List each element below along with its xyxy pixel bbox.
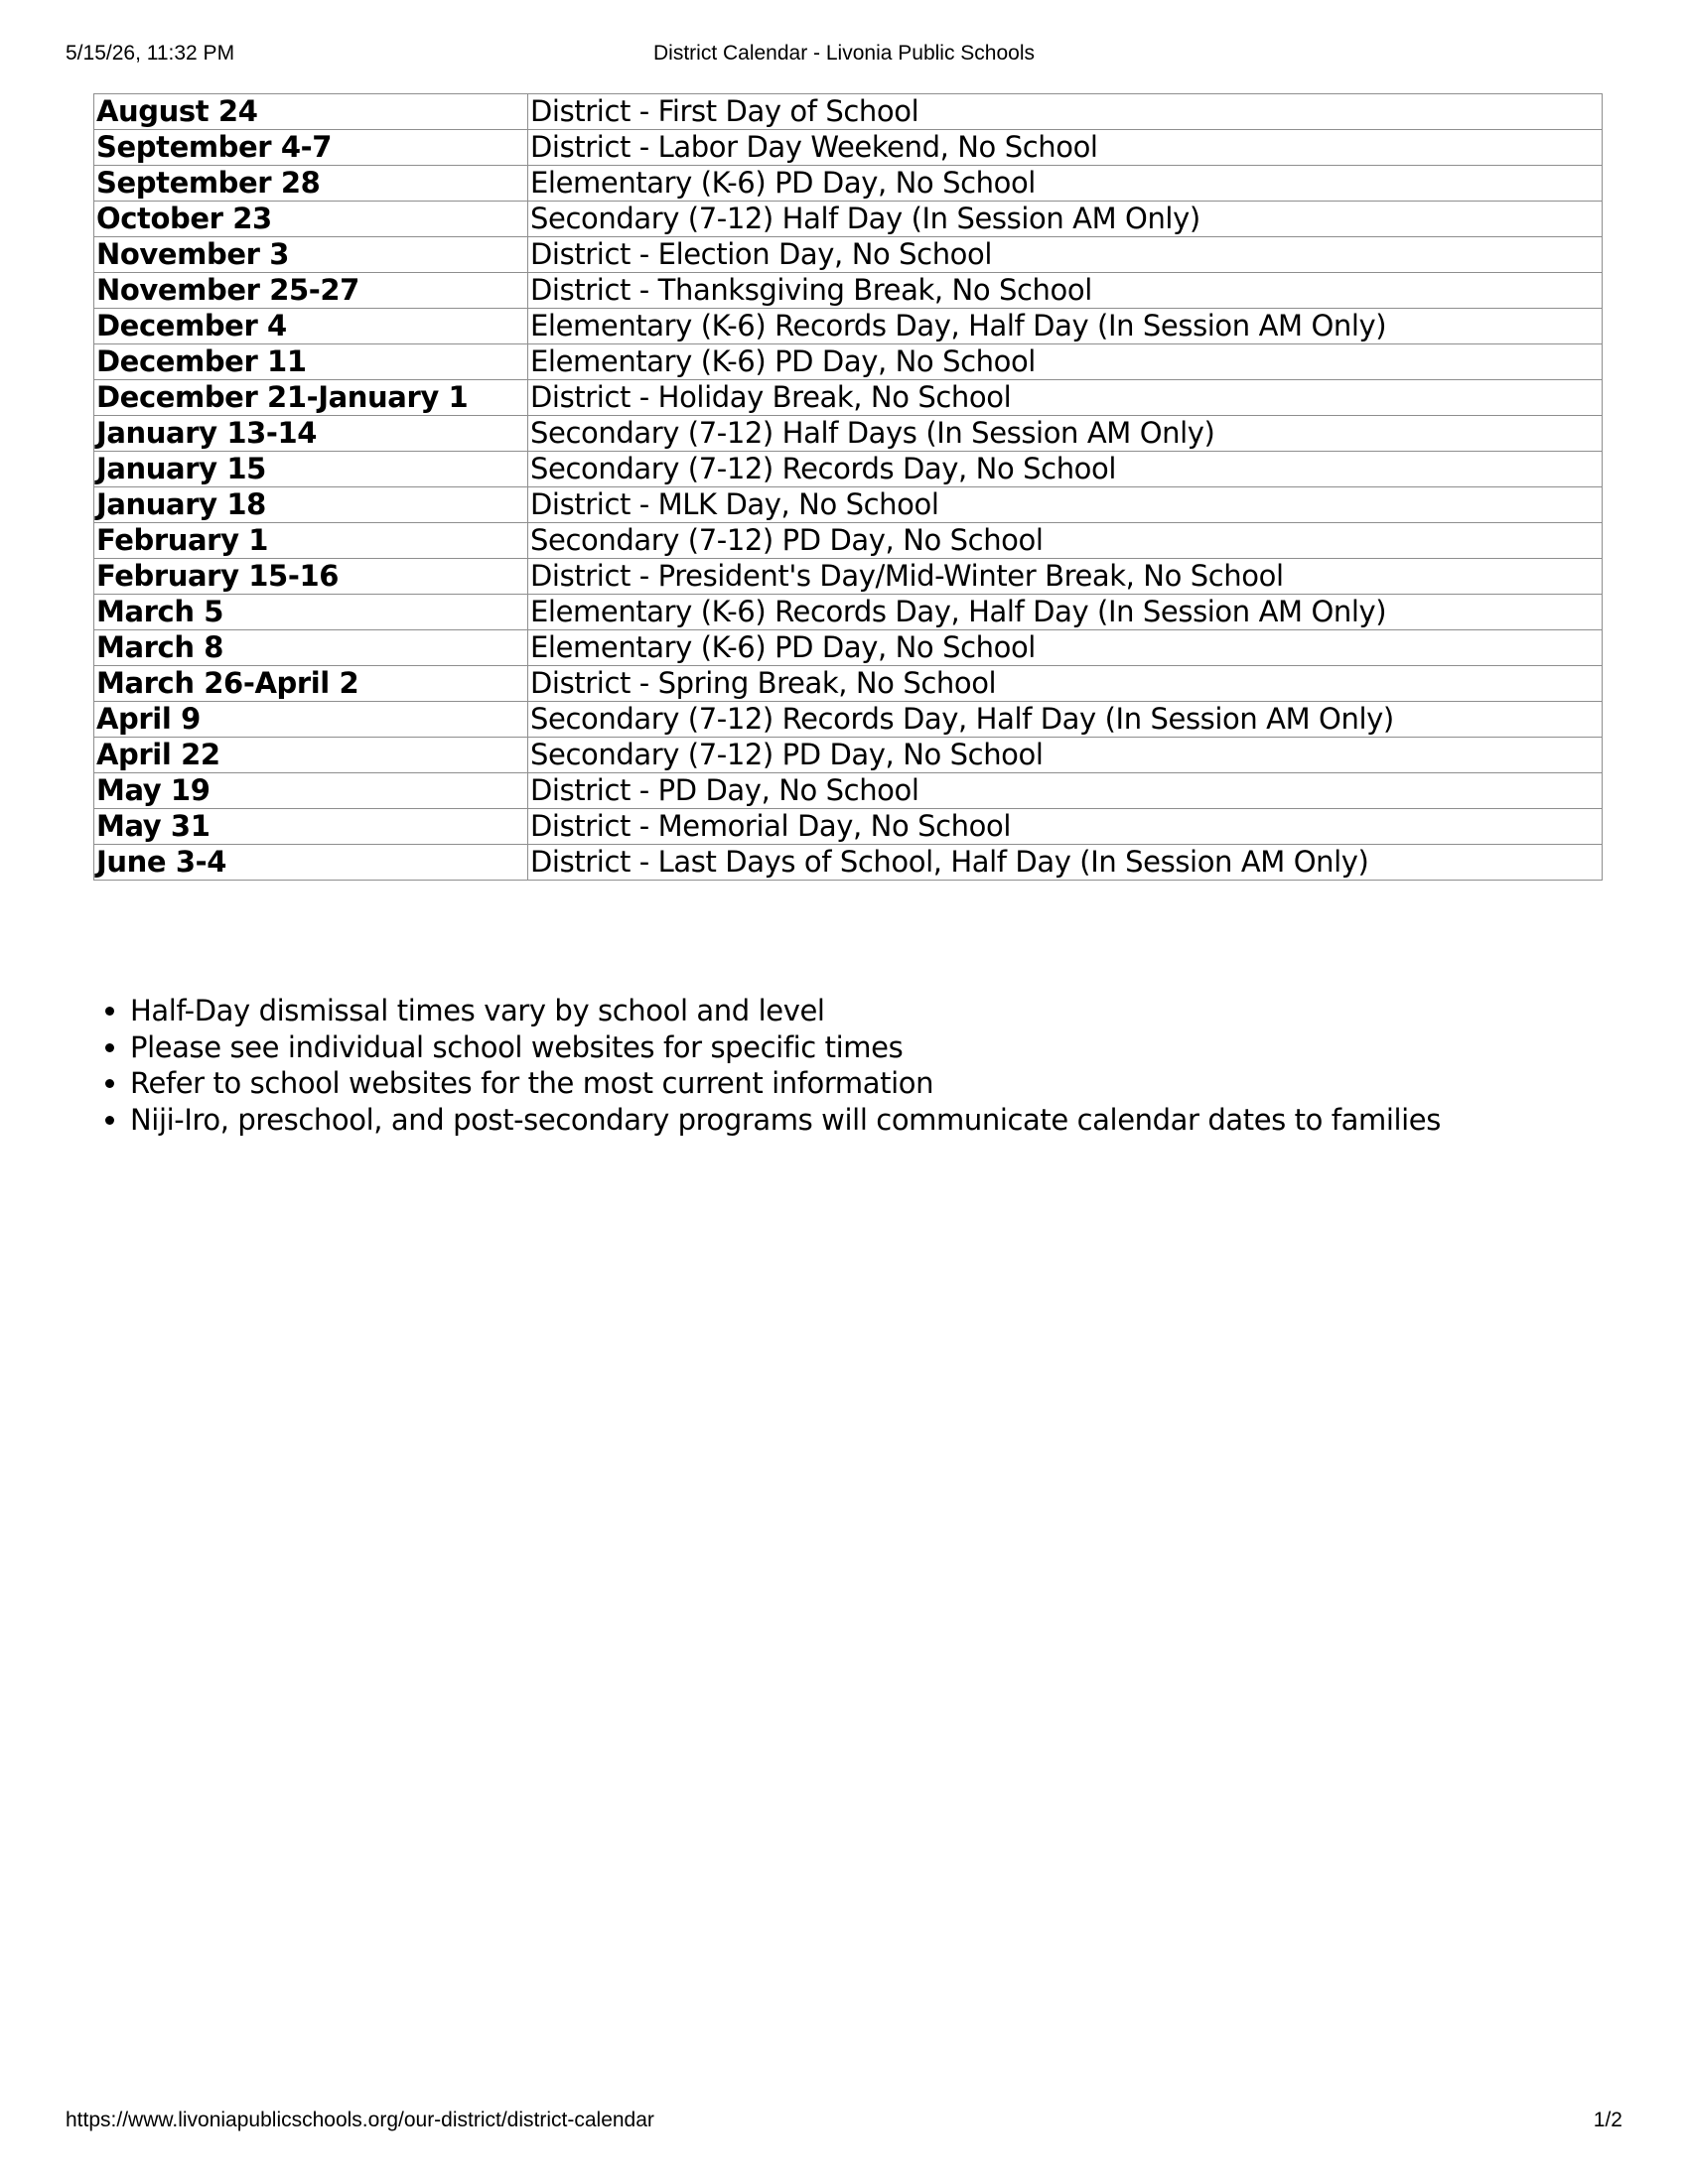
event-cell: Secondary (7-12) Records Day, No School	[528, 452, 1603, 487]
print-datetime: 5/15/26, 11:32 PM	[66, 42, 235, 65]
event-cell: District - President's Day/Mid-Winter Break, No School	[528, 559, 1603, 595]
event-cell: District - Last Days of School, Half Day (In Session AM Only)	[528, 845, 1603, 881]
date-cell: September 4-7	[94, 130, 528, 166]
date-cell: April 22	[94, 738, 528, 773]
date-cell: January 15	[94, 452, 528, 487]
district-calendar-table	[93, 93, 1603, 881]
date-cell: August 24	[94, 94, 528, 130]
page-url: https://www.livoniapublicschools.org/our-district/district-calendar	[66, 2109, 654, 2131]
note-item: • Refer to school websites for the most current information	[130, 1065, 1441, 1102]
event-cell: Secondary (7-12) PD Day, No School	[528, 523, 1603, 559]
date-cell: January 18	[94, 487, 528, 523]
table-row	[94, 702, 1603, 738]
calendar-notes-list	[93, 993, 1441, 1138]
event-cell: District - Holiday Break, No School	[528, 380, 1603, 416]
table-row	[94, 738, 1603, 773]
event-cell: District - Thanksgiving Break, No School	[528, 273, 1603, 309]
event-cell: District - First Day of School	[528, 94, 1603, 130]
event-cell: District - MLK Day, No School	[528, 487, 1603, 523]
event-cell: Elementary (K-6) PD Day, No School	[528, 630, 1603, 666]
print-footer	[66, 2109, 1622, 2138]
table-row	[94, 237, 1603, 273]
date-cell: March 26-April 2	[94, 666, 528, 702]
table-row	[94, 380, 1603, 416]
event-cell: Secondary (7-12) Records Day, Half Day (In Session AM Only)	[528, 702, 1603, 738]
date-cell: June 3-4	[94, 845, 528, 881]
date-cell: May 19	[94, 773, 528, 809]
table-row	[94, 416, 1603, 452]
event-cell: Elementary (K-6) PD Day, No School	[528, 166, 1603, 202]
date-cell: February 15-16	[94, 559, 528, 595]
date-cell: November 3	[94, 237, 528, 273]
date-cell: December 21-January 1	[94, 380, 528, 416]
table-row	[94, 595, 1603, 630]
table-row	[94, 94, 1603, 130]
date-cell: November 25-27	[94, 273, 528, 309]
table-row	[94, 452, 1603, 487]
table-row	[94, 666, 1603, 702]
event-cell: Secondary (7-12) Half Day (In Session AM Only)	[528, 202, 1603, 237]
date-cell: September 28	[94, 166, 528, 202]
date-cell: October 23	[94, 202, 528, 237]
table-row	[94, 809, 1603, 845]
event-cell: District - Election Day, No School	[528, 237, 1603, 273]
event-cell: District - PD Day, No School	[528, 773, 1603, 809]
date-cell: February 1	[94, 523, 528, 559]
event-cell: Elementary (K-6) Records Day, Half Day (In Session AM Only)	[528, 595, 1603, 630]
event-cell: District - Spring Break, No School	[528, 666, 1603, 702]
date-cell: January 13-14	[94, 416, 528, 452]
note-item: • Niji-Iro, preschool, and post-secondary programs will communicate calendar dates to families	[130, 1102, 1441, 1139]
calendar-table-body	[94, 94, 1603, 881]
event-cell: Elementary (K-6) Records Day, Half Day (In Session AM Only)	[528, 309, 1603, 344]
table-row	[94, 523, 1603, 559]
event-cell: Secondary (7-12) Half Days (In Session AM Only)	[528, 416, 1603, 452]
date-cell: March 8	[94, 630, 528, 666]
page-title: District Calendar - Livonia Public Schools	[653, 42, 1035, 65]
table-row	[94, 559, 1603, 595]
event-cell: Secondary (7-12) PD Day, No School	[528, 738, 1603, 773]
table-row	[94, 166, 1603, 202]
table-row	[94, 344, 1603, 380]
note-item: • Please see individual school websites for specific times	[130, 1029, 1441, 1066]
date-cell: March 5	[94, 595, 528, 630]
table-row	[94, 309, 1603, 344]
event-cell: District - Labor Day Weekend, No School	[528, 130, 1603, 166]
date-cell: May 31	[94, 809, 528, 845]
table-row	[94, 130, 1603, 166]
date-cell: December 4	[94, 309, 528, 344]
print-header	[66, 42, 1622, 71]
event-cell: District - Memorial Day, No School	[528, 809, 1603, 845]
table-row	[94, 845, 1603, 881]
date-cell: April 9	[94, 702, 528, 738]
table-row	[94, 487, 1603, 523]
table-row	[94, 773, 1603, 809]
date-cell: December 11	[94, 344, 528, 380]
table-row	[94, 273, 1603, 309]
event-cell: Elementary (K-6) PD Day, No School	[528, 344, 1603, 380]
table-row	[94, 202, 1603, 237]
note-item: • Half-Day dismissal times vary by school and level	[130, 993, 1441, 1029]
table-row	[94, 630, 1603, 666]
page-number: 1/2	[1593, 2109, 1622, 2131]
